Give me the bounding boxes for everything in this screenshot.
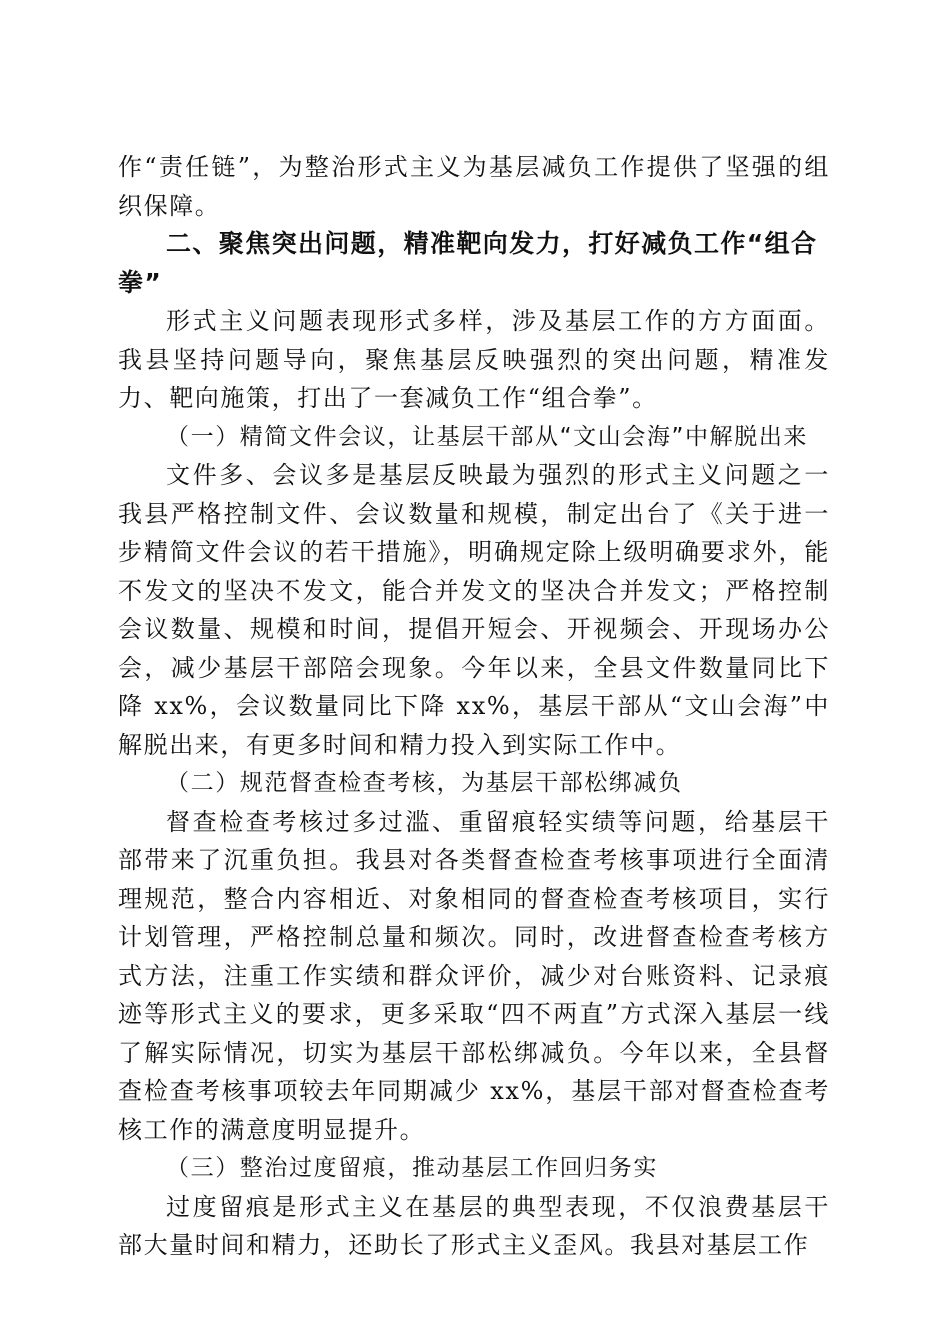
paragraph-continuation: 作“责任链”，为整治形式主义为基层减负工作提供了坚强的组织保障。 [118, 153, 830, 220]
document-page [118, 148, 830, 1265]
subheading-2: （二）规范督查检查考核，为基层干部松绑减负 [166, 770, 683, 796]
subheading-1: （一）精简文件会议，让基层干部从“文山会海”中解脱出来 [166, 423, 809, 450]
paragraph-intro: 形式主义问题表现形式多样，涉及基层工作的方方面面。我县坚持问题导向，聚焦基层反映强烈的突出问题，精准发力、靶向施策，打出了一套减负工作“组合拳”。 [118, 307, 830, 412]
section-heading-2: 二、聚焦突出问题，精准靶向发力，打好减负工作“组合拳” [118, 229, 818, 297]
paragraph-excessive-traces: 过度留痕是形式主义在基层的典型表现，不仅浪费基层干部大量时间和精力，还助长了形式主义歪风。我县对基层工作 [118, 1192, 830, 1259]
paragraph-documents-meetings: 文件多、会议多是基层反映最为强烈的形式主义问题之一我县严格控制文件、会议数量和规模，制定出台了《关于进一步精简文件会议的若干措施》，明确规定除上级明确要求外，能不发文的坚决不发文，能合并发文的坚决合并发文；严格控制会议数量、规模和时间，提倡开短会、开视频会、开现场办公会，减少基层干部陪会现象。今年以来，全县文件数量同比下降 xx%，会议数量同比下降 xx%，基层干部从“文山会海”中解脱出来，有更多时间和精力投入到实际工作中。 [118, 461, 830, 759]
paragraph-inspections: 督查检查考核过多过滥、重留痕轻实绩等问题，给基层干部带来了沉重负担。我县对各类督查检查考核事项进行全面清理规范，整合内容相近、对象相同的督查检查考核项目，实行计划管理，严格控制总量和频次。同时，改进督查检查考核方式方法，注重工作实绩和群众评价，减少对台账资料、记录痕迹等形式主义的要求，更多采取“四不两直”方式深入基层一线了解实际情况，切实为基层干部松绑减负。今年以来，全县督查检查考核事项较去年同期减少 xx%，基层干部对督查检查考核工作的满意度明显提升。 [118, 807, 830, 1144]
subheading-3: （三）整治过度留痕，推动基层工作回归务实 [166, 1155, 658, 1181]
